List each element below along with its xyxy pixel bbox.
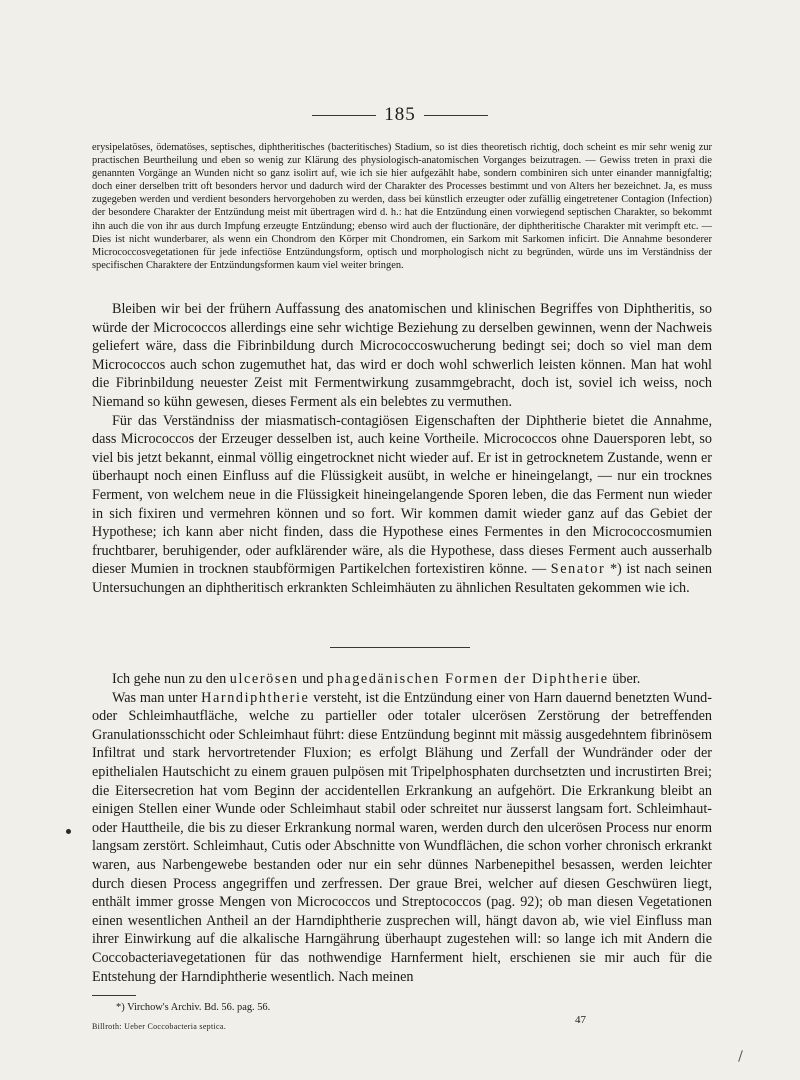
- term-harndiphtherie: Harndiphtherie: [201, 689, 310, 706]
- paragraph-3-part-a: Ich gehe nun zu den: [112, 671, 227, 687]
- paragraph-3-part-c: und: [302, 671, 324, 687]
- section-separator: [330, 647, 470, 648]
- paragraph-3-part-e: über.: [612, 671, 641, 687]
- footnote-rule: [92, 995, 136, 996]
- pencil-mark: [738, 1050, 743, 1062]
- footnote: *) Virchow's Archiv. Bd. 56. pag. 56.: [116, 1002, 271, 1013]
- paragraph-4-part-c: versteht, ist die Entzündung einer von Harn dauernd benetzten Wund- oder Schleimhautfläche, welche zu partieller oder totaler ulcerösen Zerstörung der betreffenden Granulationsschicht oder Schleimhaut führt: diese Entzündung beginnt mit mässig ausgedehntem fibrinösem Infiltrat und stark hervortretender Fluxion; es erfolgt Blähung und Zerfall der Wundränder oder der epithelialen Hautschicht zu einem grauen pulpösen mit Tripelphosphaten durchsetzten und incrustirten Brei; die Eitersecretion hat vom Beginn der accidentellen Erkrankung an aufgehört. Die Erkrankung bleibt an einigen Stellen einer Wunde oder Schleimhaut stabil oder schreitet nur äusserst langsam fort. Schleimhaut- oder Hauttheile, die bis zu dieser Erkrankung normal waren, werden durch den ulcerösen Process nur enorm langsam zerstört. Schleimhaut, Cutis oder Abschnitte von Wundflächen, die schon vorher chronisch erkrankt waren, aus Narbengewebe bestanden oder nur ein sehr dünnes Narbenepithel besassen, werden leichter durch diesen Process angegriffen und zerfressen. Der graue Brei, welcher auf diesen Geschwüren liegt, enthält immer grosse Mengen von Micrococcos und Streptococcos (pag. 92); ob man diesen Vegetationen einen wesentlichen Antheil an der Harndiphtherie zusprechen will, hängt davon ab, wie viel Einfluss man ihrer Einwirkung auf die alkalische Harngährung überhaupt zugestehen will: so lange ich mit Andern die Coccobacteriavegetationen für das nothwendige Harnferment hielt, erschienen sie mir auch für die Entstehung der Harndiphtherie wesentlich. Nach meinen: [92, 689, 713, 985]
- signature-mark: 47: [575, 1014, 586, 1026]
- running-footer: Billroth: Ueber Coccobacteria septica.: [92, 1022, 227, 1031]
- paragraph-2-before: Für das Verständniss der miasmatisch-contagiösen Eigenschaften der Diphtherie bietet die Annahme, dass Micrococcos der Erzeuger desselben ist, auch keine Vortheile. Micrococcos ohne Dauersporen lebt, so viel bis jetzt bekannt, einmal völlig eingetrocknet nicht wieder auf. Er ist in getrocknetem Zustande, wenn er überhaupt noch einen Einfluss auf die Flüssigkeit ausübt, in welche er hineingelangt, — nur ein trocknes Ferment, von welchem neue in die Flüssigkeit hineingelangende Sporen leben, die das Ferment nun wieder in sich fixiren und vermehren können und so fort. Wir kommen damit wieder ganz auf das Gebiet der Hypothese; ich kann aber nicht finden, dass die Hypothese eines Fermentes in den Micrococcosmumien fruchtbarer, beruhigender, oder aufklärender wäre, als die Hypothese, dass dieses Ferment auch ausserhalb dieser Mumien in trocknen staubförmigen Partikelchen fortexistiren könne. —: [92, 412, 712, 578]
- page-header: [0, 100, 800, 130]
- paragraph-3: [92, 670, 712, 689]
- header-rule-right: [424, 115, 488, 116]
- page-number: 185: [384, 104, 416, 125]
- header-rule-left: [312, 115, 376, 116]
- author-name-senator: Senator: [550, 561, 606, 578]
- term-ulceroesen: ulcerösen: [229, 671, 299, 687]
- ink-spot: [66, 829, 71, 834]
- paragraph-1: Bleiben wir bei der frühern Auffassung des anatomischen und klinischen Begriffes von Diphtheritis, so würde der Micrococcos allerdings eine sehr wichtige Beziehung zu derselben gewinnen, wenn der Nachweis geliefert wäre, dass die Fibrinbildung durch Micrococcoswucherung bedingt sei; doch so viel man dem Micrococcos auch schon zugemuthet hat, das wird er doch wohl schwerlich leisten können. Man hat wohl die Fibrinbildung neuester Zeist mit Fermentwirkung zusammgebracht, doch ist, soviel ich weiss, noch Niemand so kühn gewesen, dieses Ferment als ein belebtes zu vermuthen.: [92, 301, 712, 410]
- paragraph-2-after: *) ist nach seinen Untersuchungen an diphtheritisch erkrankten Schleimhäuten zu ähnlichen Resultaten gekommen wie ich.: [92, 561, 713, 596]
- main-text-block-2: [92, 670, 712, 986]
- paragraph-2: [92, 412, 712, 598]
- paragraph-4-part-a: Was man unter: [112, 689, 198, 706]
- small-paragraph-text: erysipelatöses, ödematöses, septisches, diphtheritisches (bacteritisches) Stadium, so ist dies theoretisch richtig, doch scheint es mir sehr wenig zur practischen Beurtheilung und eben so wenig zur Klärung des physiologisch-anatomischen Vorganges beizutragen. — Gewiss treten in praxi die genannten Vorgänge an Wunden nicht so ganz isolirt auf, wie ich sie hier aufgezählt habe, sondern combiniren sich unter einander mannigfaltig; doch einer derselben tritt oft besonders hervor und dadurch wird der Charakter des Processes bestimmt und von Alters her bezeichnet. Ja, es muss zugegeben werden und verdient besonders hervorgehoben zu werden, dass bei künstlich erzeugter oder zufällig eingetretener Contagion (Infection) der besondere Charakter der Entzündung meist mit übertragen wird d. h.: hat die Entzündung einen vorwiegend septischen Charakter, so bekommt ihn auch die von ihr aus durch Impfung erzeugte Entzündung; ebenso wird auch der fluctionäre, der diphtheritische Charakter mit verimpft etc. — Dies ist nicht wunderbarer, als wenn ein Chondrom den Körper mit Chondromen, ein Sarkom mit Sarkomen inficirt. Die Annahme besonderer Micrococcosvegetationen für jede infectiöse Entzündungsform, optisch und morphologisch nicht zu begründen, würde uns im Verständniss der specifischen Charaktere der Entzündungsformen kaum viel weiter bringen.: [92, 142, 712, 271]
- term-phagedaenischen-formen: phagedänischen Formen der Diphtherie: [326, 671, 609, 687]
- small-print-paragraph: [92, 141, 712, 272]
- paragraph-4: [92, 689, 712, 987]
- main-text-block-1: [92, 300, 712, 598]
